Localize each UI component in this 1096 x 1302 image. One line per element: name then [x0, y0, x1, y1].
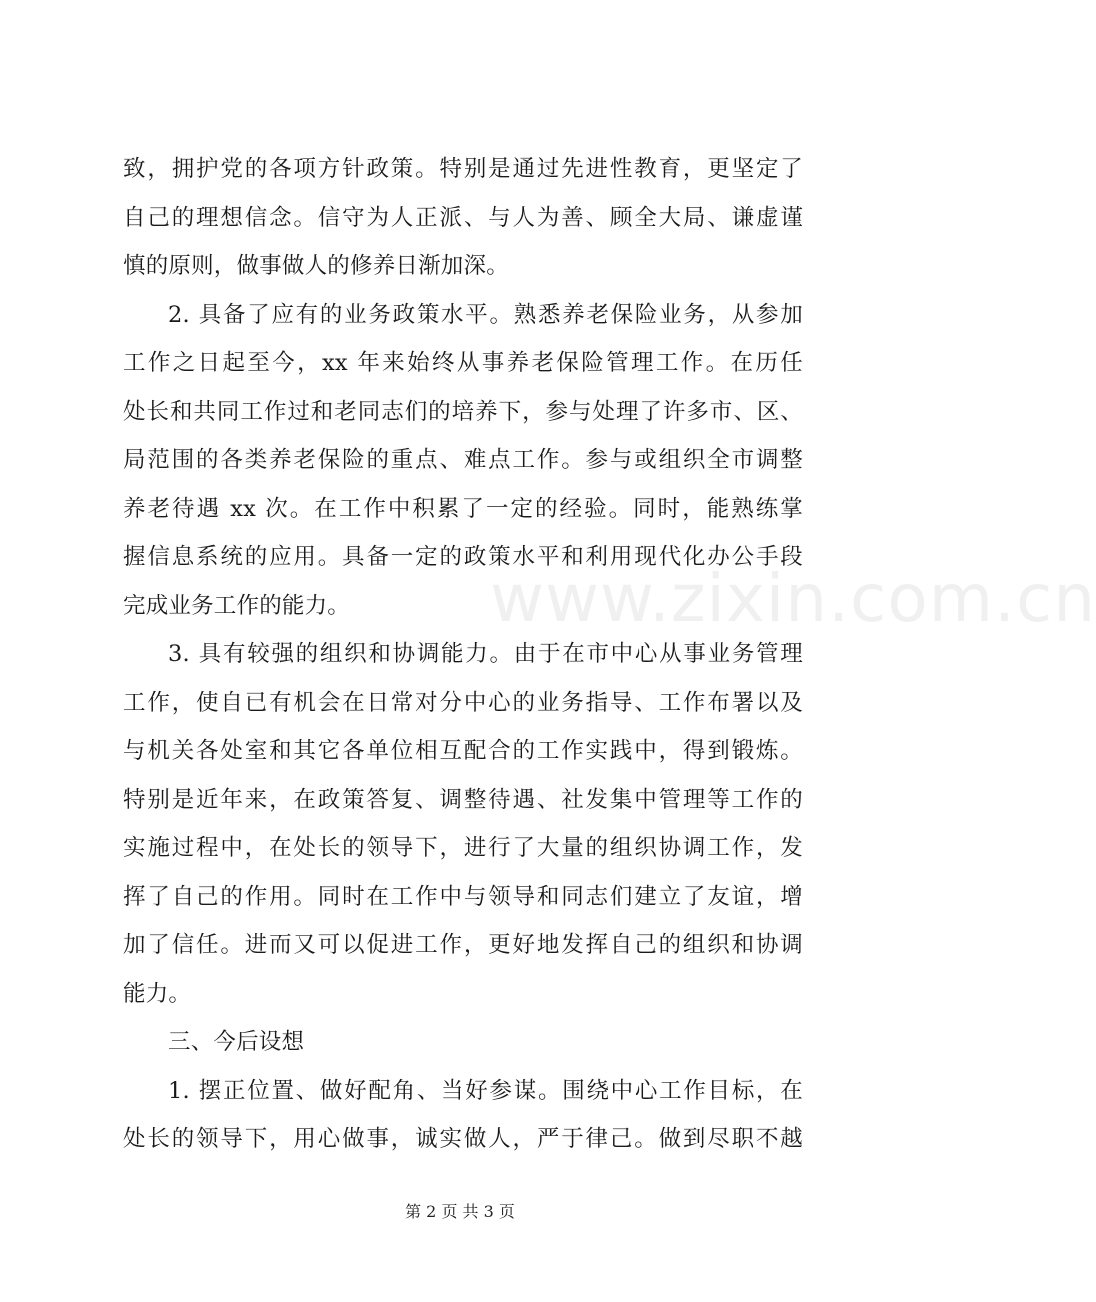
text-line: 挥了自己的作用。同时在工作中与领导和同志们建立了友谊，增 [123, 883, 803, 910]
text-line: 工作，使自已有机会在日常对分中心的业务指导、工作布署以及 [123, 689, 803, 716]
document-body [123, 145, 803, 1164]
text-line: 握信息系统的应用。具备一定的政策水平和利用现代化办公手段 [123, 544, 803, 570]
section-heading: 三、今后设想 [168, 1029, 305, 1055]
text-line: 与机关各处室和其它各单位相互配合的工作实践中，得到锻炼。 [123, 738, 803, 764]
text-line: 局范围的各类养老保险的重点、难点工作。参与或组织全市调整 [123, 447, 803, 473]
text-line: 处长的领导下，用心做事，诚实做人，严于律己。做到尽职不越 [123, 1126, 803, 1152]
paragraph-start: 1. 摆正位置、做好配角、当好参谋。围绕中心工作目标，在 [168, 1077, 803, 1104]
text-line: 慎的原则，做事做人的修养日渐加深。 [123, 253, 509, 279]
page-number-footer: 第 2 页 共 3 页 [405, 1202, 515, 1221]
text-line: 处长和共同工作过和老同志们的培养下，参与处理了许多市、区、 [123, 398, 803, 425]
paragraph-start: 3. 具有较强的组织和协调能力。由于在市中心从事业务管理 [168, 641, 803, 667]
text-line: 致，拥护党的各项方针政策。特别是通过先进性教育，更坚定了 [123, 156, 803, 182]
text-line: 能力。 [123, 980, 192, 1007]
text-line: 实施过程中，在处长的领导下，进行了大量的组织协调工作，发 [123, 835, 803, 861]
text-line: 特别是近年来，在政策答复、调整待遇、社发集中管理等工作的 [123, 786, 803, 813]
text-line: 加了信任。进而又可以促进工作，更好地发挥自己的组织和协调 [123, 932, 803, 958]
text-line: 养老待遇 xx 次。在工作中积累了一定的经验。同时，能熟练掌 [123, 495, 803, 522]
text-line: 自己的理想信念。信守为人正派、与人为善、顾全大局、谦虚谨 [123, 204, 803, 231]
text-line: 完成业务工作的能力。 [123, 592, 351, 619]
text-line: 工作之日起至今，xx 年来始终从事养老保险管理工作。在历任 [123, 350, 803, 376]
watermark: www.zixin.com.cn [490, 560, 1096, 637]
paragraph-start: 2. 具备了应有的业务政策水平。熟悉养老保险业务，从参加 [168, 301, 803, 328]
